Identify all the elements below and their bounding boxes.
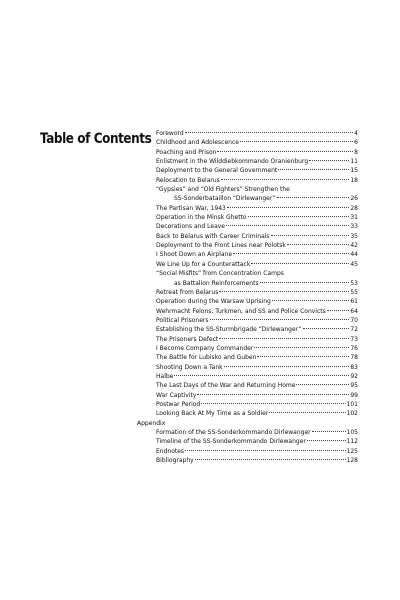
toc-entry-title: Establishing the SS-Sturmbrigade “Dirlewanger” <box>156 326 302 334</box>
toc-entry <box>140 138 358 147</box>
toc-entry-title: I Shoot Down an Airplane <box>156 251 233 259</box>
toc-entry-page: 55 <box>350 288 358 296</box>
toc-entry <box>140 250 358 259</box>
toc-appendix-entries <box>140 428 358 465</box>
toc-entry-page: 99 <box>350 391 358 399</box>
dot-leader <box>303 328 350 329</box>
toc-entry-page: 6 <box>354 139 358 147</box>
dot-leader <box>221 179 350 180</box>
toc-entry <box>140 391 358 400</box>
toc-entry <box>140 185 358 194</box>
toc-entry-page: 8 <box>354 148 358 156</box>
dot-leader <box>210 319 350 320</box>
dot-leader <box>296 384 349 385</box>
dot-leader <box>272 300 350 301</box>
toc-entry <box>140 222 358 231</box>
toc-entry-page: 4 <box>354 130 358 137</box>
dot-leader <box>260 282 350 283</box>
toc-entry-title: The Partisan War, 1943 <box>156 204 226 212</box>
toc-entry-page: 44 <box>350 251 358 259</box>
toc-entry <box>140 166 358 175</box>
toc-entry <box>140 213 358 222</box>
toc-entry <box>140 307 358 316</box>
toc-entry-title: The Prisoners Defect <box>156 335 219 343</box>
dot-leader <box>226 225 349 226</box>
toc-entry-title: Postwar Period <box>156 400 201 408</box>
toc-entry-title: Shooting Down a Tank <box>156 363 223 371</box>
dot-leader <box>224 366 350 367</box>
toc-entry <box>140 157 358 166</box>
dot-leader <box>307 440 346 441</box>
toc-entry <box>140 148 358 157</box>
toc-entry-page: 101 <box>346 400 358 408</box>
toc-entry-page: 72 <box>350 326 358 334</box>
toc-entry-page: 61 <box>350 298 358 306</box>
toc-entry-page: 15 <box>350 167 358 175</box>
toc-entry-page: 11 <box>350 158 358 166</box>
toc-entry-page: 45 <box>350 260 358 268</box>
toc-entry-page: 92 <box>350 372 358 380</box>
toc-entry <box>140 269 358 278</box>
dot-leader <box>248 216 350 217</box>
toc-entry-page: 70 <box>350 316 358 324</box>
toc-entry-title: as Battalion Reinforcements <box>174 279 259 287</box>
toc-entry-title: Relocation to Belarus <box>156 176 220 184</box>
toc-entry-page: 76 <box>350 344 358 352</box>
toc-entry-title: War Captivity <box>156 391 197 399</box>
dot-leader <box>269 412 345 413</box>
toc-entry-page: 73 <box>350 335 358 343</box>
toc-entry-title: Halbe <box>156 372 174 380</box>
toc-entry-title: I Become Company Commander <box>156 344 254 352</box>
dot-leader <box>195 459 346 460</box>
toc-entry-title: Deployment to the General Government <box>156 167 278 175</box>
page-title: Table of Contents <box>40 131 152 147</box>
toc-entry-title: “Social Misfits” from Concentration Camps <box>156 270 284 278</box>
toc-entry <box>140 335 358 344</box>
toc-entry-page: 112 <box>346 438 358 446</box>
dot-leader <box>201 403 345 404</box>
dot-leader <box>257 356 349 357</box>
toc-entry <box>140 288 358 297</box>
toc-entry <box>140 363 358 372</box>
toc-entry-title: Childhood and Adolescence <box>156 139 239 147</box>
toc-entry-page: 83 <box>350 363 358 371</box>
toc-entry-page: 78 <box>350 354 358 362</box>
toc-entry <box>140 232 358 241</box>
toc-entry-page: 42 <box>350 242 358 250</box>
toc-entry-page: 102 <box>346 410 358 418</box>
toc-entry <box>140 194 358 203</box>
toc-entry-title: Back to Belarus with Career Criminals <box>156 232 270 240</box>
toc-entry-page: 18 <box>350 176 358 184</box>
toc-entry <box>140 409 358 418</box>
toc-entry-title: Deployment to the Front Lines near Polotsk <box>156 242 286 250</box>
toc-entry <box>140 400 358 409</box>
toc-entry <box>140 297 358 306</box>
dot-leader <box>277 197 350 198</box>
dot-leader <box>233 253 349 254</box>
toc-entry-page: 35 <box>350 232 358 240</box>
toc-entry <box>140 260 358 269</box>
toc-entry-title: SS-Sonderbataillon “Dirlewanger” <box>174 195 276 203</box>
toc-entry-page: 95 <box>350 382 358 390</box>
toc-entry <box>140 325 358 334</box>
toc-entry <box>140 176 358 185</box>
toc-entry-title: Bibliography <box>156 457 194 465</box>
toc-entry <box>140 279 358 288</box>
toc-entry-page: 128 <box>346 457 358 465</box>
dot-leader <box>185 132 353 133</box>
toc-entry-title: Retreat from Belarus <box>156 288 219 296</box>
toc-entry-page: 64 <box>350 307 358 315</box>
toc-entry <box>140 129 358 138</box>
toc-entry-title: Looking Back At My Time as a Soldier <box>156 410 269 418</box>
toc-entry-title: We Line Up for a Counterattack <box>156 260 251 268</box>
dot-leader <box>271 235 350 236</box>
toc-entry-title: The Last Days of the War and Returning Home <box>156 382 296 390</box>
dot-leader <box>185 450 346 451</box>
toc-entry <box>140 344 358 353</box>
dot-leader <box>287 244 350 245</box>
dot-leader <box>174 375 349 376</box>
toc-entry <box>140 447 358 456</box>
dot-leader <box>327 310 350 311</box>
toc-entry <box>140 428 358 437</box>
appendix-heading: Appendix <box>137 419 166 427</box>
toc-entry <box>140 353 358 362</box>
dot-leader <box>217 151 353 152</box>
toc-list <box>137 129 358 465</box>
toc-entry-title: “Gypsies” and “Old Fighters” Strengthen the <box>156 186 290 194</box>
toc-entry <box>140 372 358 381</box>
toc-entry-title: Operation during the Warsaw Uprising <box>156 298 271 306</box>
dot-leader <box>227 207 349 208</box>
dot-leader <box>219 338 349 339</box>
toc-entry-page: 125 <box>346 447 358 455</box>
dot-leader <box>197 394 349 395</box>
toc-entry-title: Political Prisoners <box>156 316 209 324</box>
toc-entry-page: 33 <box>350 223 358 231</box>
toc-entry-title: Endnotes <box>156 447 185 455</box>
toc-entry-page: 26 <box>350 195 358 203</box>
toc-entry <box>140 456 358 465</box>
toc-entry-title: Poaching and Prison <box>156 148 217 156</box>
dot-leader <box>312 431 346 432</box>
toc-entry-title: Enlistment in the Wilddiebkommando Oranienburg <box>156 158 309 166</box>
dot-leader <box>278 169 349 170</box>
toc-entry-title: Foreword <box>156 130 184 137</box>
toc-entry-title: The Battle for Lubisko and Guben <box>156 354 257 362</box>
toc-main-entries <box>140 129 358 419</box>
toc-entry <box>140 316 358 325</box>
dot-leader <box>219 291 349 292</box>
toc-entry <box>140 437 358 446</box>
toc-entry-page: 105 <box>346 429 358 436</box>
dot-leader <box>251 263 349 264</box>
toc-entry-title: Wehrmacht Felons, Turkmen, and SS and Police Convicts <box>156 307 326 315</box>
toc-entry-title: Formation of the SS-Sonderkommando Dirlewanger <box>156 429 311 436</box>
toc-entry <box>140 204 358 213</box>
toc-entry <box>140 381 358 390</box>
dot-leader <box>240 141 353 142</box>
dot-leader <box>309 160 349 161</box>
toc-entry-title: Timeline of the SS-Sonderkommando Dirlewanger <box>156 438 306 446</box>
toc-entry-page: 53 <box>350 279 358 287</box>
dot-leader <box>254 347 349 348</box>
toc-entry-title: Decorations and Leave <box>156 223 225 231</box>
toc-entry-page: 28 <box>350 204 358 212</box>
toc-entry-title: Operation in the Minsk Ghetto <box>156 214 247 222</box>
toc-entry <box>140 241 358 250</box>
toc-entry-page: 31 <box>350 214 358 222</box>
